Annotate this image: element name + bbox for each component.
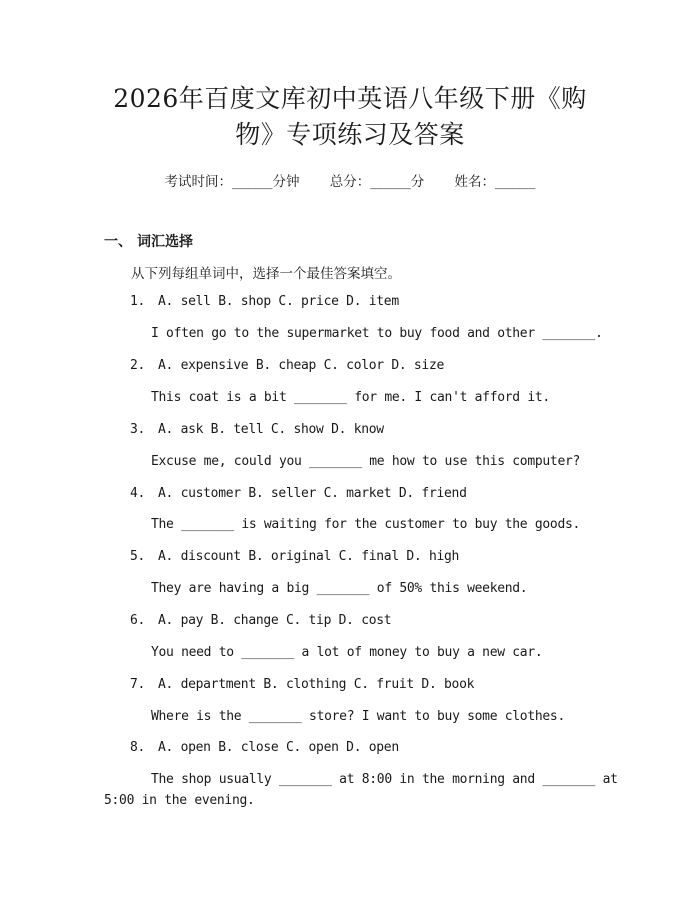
- question-number: 5.: [130, 549, 146, 564]
- question-options: [130, 422, 384, 437]
- exam-score-label: 总分：______分: [329, 174, 425, 190]
- question-number: 4.: [130, 486, 146, 501]
- question-options: [130, 294, 399, 309]
- exam-name-label: 姓名：______: [454, 174, 536, 190]
- exam-info: [0, 170, 700, 190]
- question-sentence: The shop usually _______ at 8:00 in the morning and _______ at: [151, 772, 618, 787]
- question-options: [130, 677, 474, 692]
- question-number: 2.: [130, 358, 146, 373]
- question-choices: A. customer B. seller C. market D. friend: [158, 486, 467, 501]
- question-number: 1.: [130, 294, 146, 309]
- question-sentence: Where is the _______ store? I want to buy some clothes.: [151, 709, 565, 724]
- question-sentence: The _______ is waiting for the customer to buy the goods.: [151, 517, 581, 532]
- question-options: [130, 613, 391, 628]
- section-heading: [104, 231, 193, 251]
- question-sentence: I often go to the supermarket to buy food and other _______.: [151, 326, 603, 341]
- question-choices: A. discount B. original C. final D. high: [158, 549, 460, 564]
- question-options: [130, 358, 444, 373]
- document-title-line-2: 物》专项练习及答案: [235, 120, 465, 149]
- question-number: 3.: [130, 422, 146, 437]
- exam-time-label: 考试时间：______分钟: [164, 174, 300, 190]
- section-instruction: 从下列每组单词中，选择一个最佳答案填空。: [131, 266, 401, 282]
- question-sentence: They are having a big _______ of 50% this weekend.: [151, 581, 528, 596]
- question-sentence: Excuse me, could you _______ me how to use this computer?: [151, 454, 581, 469]
- question-options: [130, 740, 399, 755]
- document-title-line-1: 2026年百度文库初中英语八年级下册《购: [113, 84, 587, 113]
- question-choices: A. ask B. tell C. show D. know: [158, 422, 384, 437]
- question-sentence-continued: 5:00 in the evening.: [104, 793, 255, 808]
- question-choices: A. department B. clothing C. fruit D. book: [158, 677, 475, 692]
- section-number: 一、: [104, 234, 132, 250]
- question-choices: A. pay B. change C. tip D. cost: [158, 613, 392, 628]
- question-sentence: You need to _______ a lot of money to buy a new car.: [151, 645, 543, 660]
- question-choices: A. expensive B. cheap C. color D. size: [158, 358, 445, 373]
- question-sentence: This coat is a bit _______ for me. I can't afford it.: [151, 390, 550, 405]
- question-number: 7.: [130, 677, 146, 692]
- question-options: [130, 549, 459, 564]
- question-number: 8.: [130, 740, 146, 755]
- question-options: [130, 486, 467, 501]
- question-choices: A. sell B. shop C. price D. item: [158, 294, 399, 309]
- question-number: 6.: [130, 613, 146, 628]
- question-choices: A. open B. close C. open D. open: [158, 740, 399, 755]
- section-title: 词汇选择: [137, 234, 193, 250]
